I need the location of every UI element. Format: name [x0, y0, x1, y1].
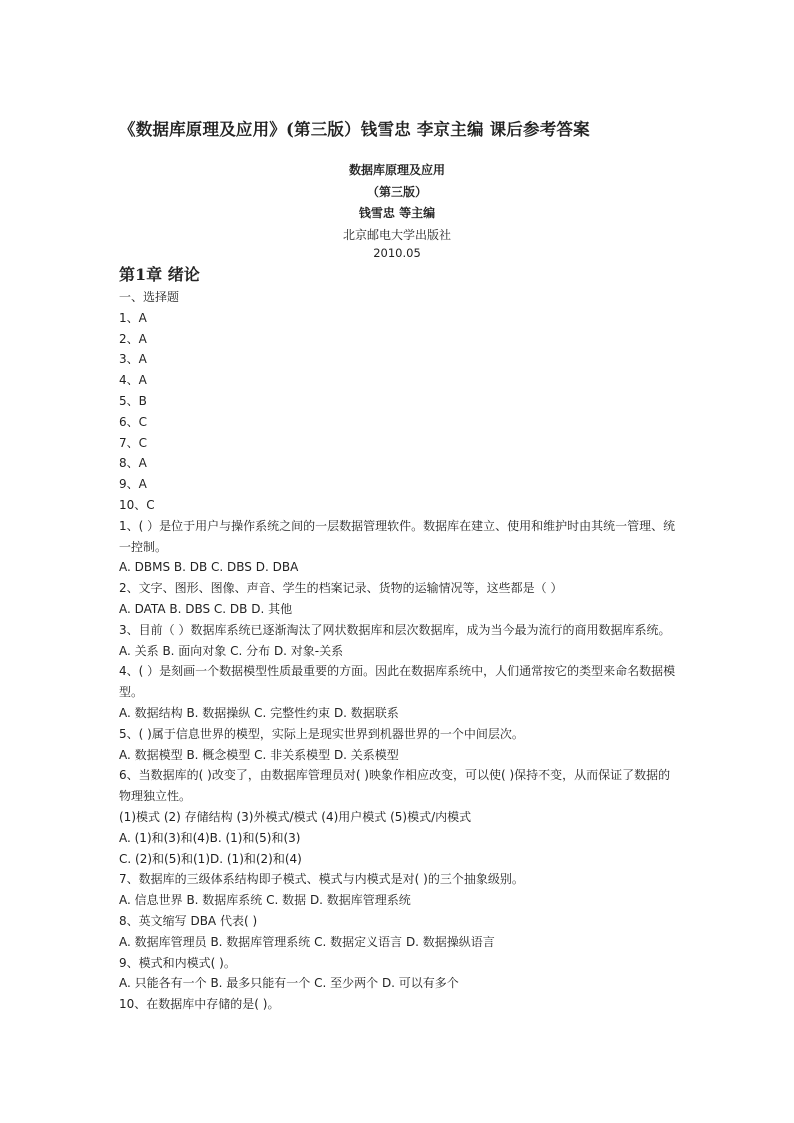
text-line: A. 只能各有一个 B. 最多只能有一个 C. 至少两个 D. 可以有多个 [119, 976, 459, 991]
text-line: C. (2)和(5)和(1)D. (1)和(2)和(4) [119, 851, 302, 866]
text-line: 一、选择题 [119, 290, 180, 304]
text-line: 8、A [119, 456, 147, 471]
book-edition: （第三版） [366, 185, 427, 199]
text-line: A. 信息世界 B. 数据库系统 C. 数据 D. 数据库管理系统 [119, 893, 411, 908]
text-line: 3、目前（ ）数据库系统已逐渐淘汰了网状数据库和层次数据库，成为当今最为流行的商用数据库系统。 [119, 622, 671, 637]
text-line: 6、当数据库的( )改变了，由数据库管理员对( )映象作相应改变，可以使( )保持不变，从而保证了数据的 [119, 768, 671, 783]
text-line: 一控制。 [119, 539, 168, 554]
text-line: A. 数据模型 B. 概念模型 C. 非关系模型 D. 关系模型 [119, 747, 399, 762]
text-line: 9、A [119, 477, 147, 492]
chapter-heading: 第1章 绪论 [119, 265, 200, 284]
text-line: 4、A [119, 373, 147, 388]
text-line: 10、在数据库中存储的是( )。 [119, 997, 280, 1012]
text-line: 2、文字、图形、图像、声音、学生的档案记录、货物的运输情况等，这些都是（ ） [119, 581, 563, 596]
text-line: 8、英文缩写 DBA 代表( ) [119, 913, 258, 928]
book-publisher: 北京邮电大学出版社 [342, 228, 451, 242]
text-line: 型。 [119, 685, 144, 700]
text-line: 7、C [119, 435, 148, 450]
text-line: (1)模式 (2) 存储结构 (3)外模式/模式 (4)用户模式 (5)模式/内模式 [119, 809, 472, 824]
book-title: 数据库原理及应用 [348, 163, 445, 177]
text-line: A. 数据结构 B. 数据操纵 C. 完整性约束 D. 数据联系 [119, 705, 399, 720]
text-line: 10、C [119, 497, 155, 512]
text-line: 物理独立性。 [119, 789, 192, 804]
text-line: A. 关系 B. 面向对象 C. 分布 D. 对象-关系 [119, 643, 344, 658]
text-line: A. (1)和(3)和(4)B. (1)和(5)和(3) [119, 830, 301, 845]
text-line: A. DATA B. DBS C. DB D. 其他 [119, 601, 293, 616]
book-date: 2010.05 [373, 246, 421, 260]
text-line: A. DBMS B. DB C. DBS D. DBA [119, 560, 299, 575]
text-line: A. 数据库管理员 B. 数据库管理系统 C. 数据定义语言 D. 数据操纵语言 [119, 934, 495, 949]
text-line: 3、A [119, 352, 147, 367]
document-title: 《数据库原理及应用》(第三版）钱雪忠 李京主编 课后参考答案 [119, 120, 590, 139]
text-line: 1、A [119, 310, 147, 325]
text-line: 7、数据库的三级体系结构即子模式、模式与内模式是对( )的三个抽象级别。 [119, 872, 524, 887]
text-line: 4、( ）是刻画一个数据模型性质最重要的方面。因此在数据库系统中，人们通常按它的类型来命名数据模 [119, 664, 676, 679]
text-line: 6、C [119, 414, 148, 429]
text-line: 5、( )属于信息世界的模型，实际上是现实世界到机器世界的一个中间层次。 [119, 726, 524, 741]
text-line: 1、( ）是位于用户与操作系统之间的一层数据管理软件。数据库在建立、使用和维护时由其统一管理、统 [119, 518, 676, 533]
text-line: 2、A [119, 331, 147, 346]
book-editors: 钱雪忠 等主编 [358, 206, 436, 220]
text-line: 9、模式和内模式( )。 [119, 955, 236, 970]
document-body [119, 287, 689, 1015]
text-line: 5、B [119, 393, 147, 408]
